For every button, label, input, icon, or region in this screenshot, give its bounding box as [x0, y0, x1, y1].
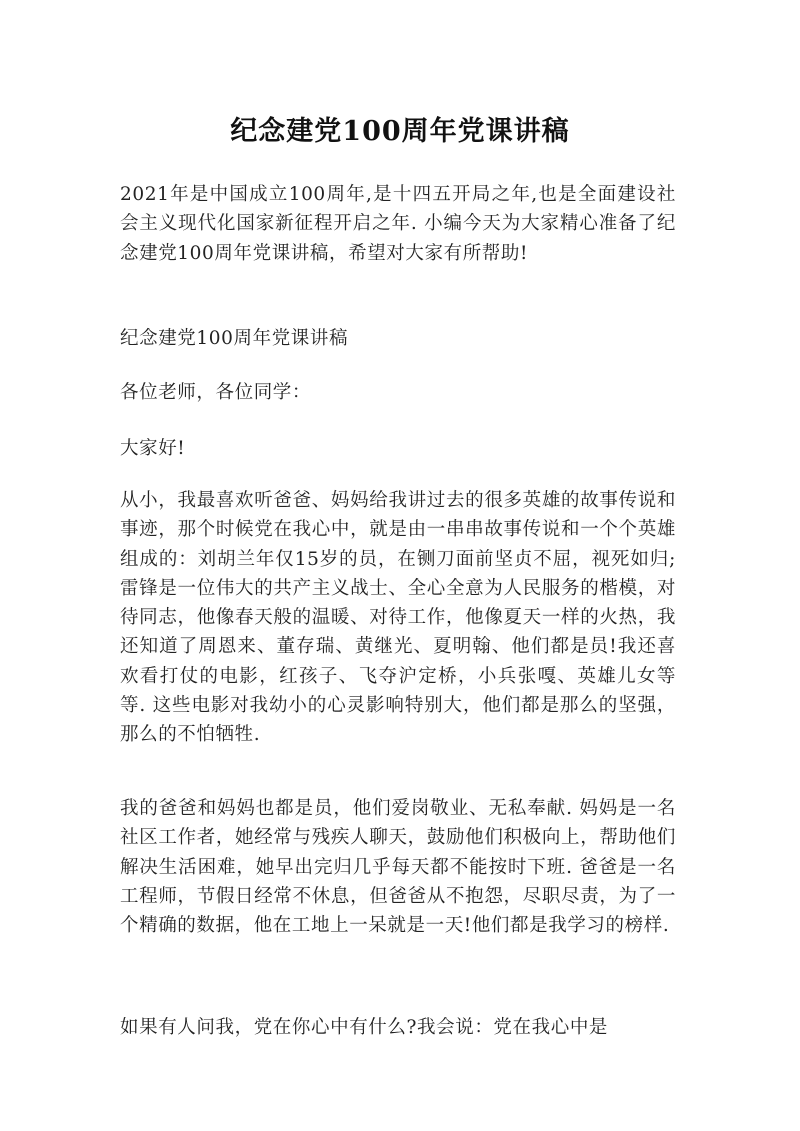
- body-paragraph-heroes: 从小，我最喜欢听爸爸、妈妈给我讲过去的很多英雄的故事传说和事迹，那个时候党在我心中，就是由一串串故事传说和一个个英雄组成的：刘胡兰年仅15岁的员，在铡刀面前坚贞不屈，视死如归;雷锋是一位伟大的共产主义战士、全心全意为人民服务的楷模，对待同志，他像春天般的温暖、对待工作，他像夏天一样的火热，我还知道了周恩来、董存瑞、黄继光、夏明翰、他们都是员!我还喜欢看打仗的电影，红孩子、飞夺沪定桥，小兵张嘎、英雄儿女等等. 这些电影对我幼小的心灵影响特别大，他们都是那么的坚强，那么的不怕牺牲.: [120, 490, 676, 746]
- document-title: 纪念建党100周年党课讲稿: [230, 116, 570, 147]
- salutation: 各位老师，各位同学：: [120, 382, 312, 403]
- greeting: 大家好!: [120, 438, 186, 459]
- speech-heading: 纪念建党100周年党课讲稿: [120, 328, 349, 349]
- body-paragraph-question: 如果有人问我，党在你心中有什么?我会说：党在我心中是: [120, 1017, 609, 1038]
- intro-paragraph: 2021年是中国成立100周年,是十四五开局之年,也是全面建设社会主义现代化国家新征程开启之年. 小编今天为大家精心准备了纪念建党100周年党课讲稿，希望对大家有所帮助!: [120, 184, 676, 264]
- body-paragraph-parents: 我的爸爸和妈妈也都是员，他们爱岗敬业、无私奉献. 妈妈是一名社区工作者，她经常与残疾人聊天，鼓励他们积极向上，帮助他们解决生活困难，她早出完归几乎每天都不能按时下班. 爸爸是一名工程师，节假日经常不休息，但爸爸从不抱怨，尽职尽责，为了一个精确的数据，他在工地上一呆就是一天!他们都是我学习的榜样.: [120, 798, 676, 937]
